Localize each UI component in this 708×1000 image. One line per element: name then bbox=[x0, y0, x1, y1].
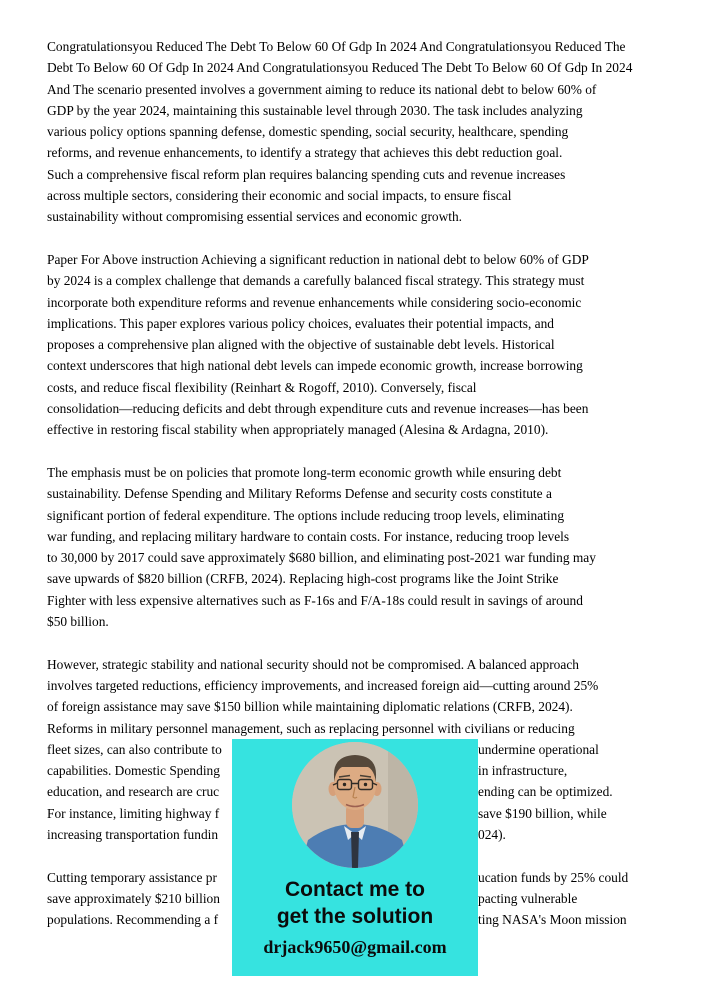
line-text: involves targeted reductions, efficiency improvements, and increased foreign aid—cutting around 25% bbox=[47, 677, 599, 693]
line-text-right: save $190 billion, while bbox=[478, 805, 607, 821]
line-text: Congratulationsyou Reduced The Debt To Below 60 Of Gdp In 2024 And Congratulationsyou Reduced The bbox=[47, 39, 626, 54]
line-text: Debt To Below 60 Of Gdp In 2024 And Congratulationsyou Reduced The Debt To Below 60 Of Gdp In 2024 bbox=[47, 60, 633, 76]
contact-email[interactable]: drjack9650@gmail.com bbox=[263, 937, 447, 957]
line-text-left: increasing transportation fundin bbox=[47, 826, 219, 842]
contact-overlay[interactable] bbox=[232, 739, 478, 976]
text-line bbox=[47, 270, 680, 291]
text-line bbox=[47, 590, 680, 611]
text-line bbox=[47, 164, 680, 185]
line-text: costs, and reduce fiscal flexibility (Reinhart & Rogoff, 2010). Conversely, fiscal bbox=[47, 379, 477, 395]
line-text-right: undermine operational bbox=[478, 741, 599, 757]
text-line bbox=[47, 654, 680, 675]
line-text: And The scenario presented involves a government aiming to reduce its national debt to below 60% of bbox=[47, 81, 597, 97]
line-text: Fighter with less expensive alternatives such as F-16s and F/A-18s could result in savings of around bbox=[47, 592, 583, 608]
line-text: effective in restoring fiscal stability when appropriately managed (Alesina & Ardagna, 2010). bbox=[47, 422, 549, 438]
line-text-right: 024). bbox=[478, 826, 506, 842]
line-text: incorporate both expenditure reforms and revenue enhancements while considering socio-economic bbox=[47, 294, 582, 310]
text-line bbox=[47, 526, 680, 547]
text-line bbox=[47, 419, 680, 440]
text-line bbox=[47, 121, 680, 142]
line-text: consolidation—reducing deficits and debt through expenditure cuts and revenue increases—has been bbox=[47, 401, 589, 417]
line-text-left: For instance, limiting highway f bbox=[47, 805, 220, 821]
person-portrait-icon bbox=[292, 742, 418, 868]
line-text: GDP by the year 2024, maintaining this sustainable level through 2030. The task includes analyzing bbox=[47, 102, 583, 118]
line-text: of foreign assistance may save $150 billion while maintaining diplomatic relations (CRFB, 2024). bbox=[47, 699, 573, 715]
text-line bbox=[47, 718, 680, 739]
text-line bbox=[47, 313, 680, 334]
text-line bbox=[47, 675, 680, 696]
text-line bbox=[47, 462, 680, 483]
line-text-right: ting NASA's Moon mission bbox=[478, 912, 627, 928]
line-text-right: in infrastructure, bbox=[478, 763, 568, 779]
text-line bbox=[47, 185, 680, 206]
line-text-right: ucation funds by 25% could bbox=[478, 869, 629, 885]
text-line bbox=[47, 79, 680, 100]
text-line bbox=[47, 100, 680, 121]
line-text: However, strategic stability and national security should not be compromised. A balanced approach bbox=[47, 656, 579, 672]
text-line bbox=[47, 611, 680, 632]
text-line bbox=[47, 57, 680, 78]
line-text-left: fleet sizes, can also contribute to bbox=[47, 741, 222, 757]
line-text: significant portion of federal expenditure. The options include reducing troop levels, eliminating bbox=[47, 507, 565, 523]
text-line bbox=[47, 249, 680, 270]
line-text: Reforms in military personnel management, such as replacing personnel with civilians or reducing bbox=[47, 720, 575, 736]
text-line bbox=[47, 142, 680, 163]
line-text-left: education, and research are cruc bbox=[47, 784, 220, 800]
paragraph-1 bbox=[47, 36, 680, 228]
contact-message-line1: Contact me to bbox=[284, 878, 425, 901]
line-text: across multiple sectors, considering their economic and social impacts, to ensure fiscal bbox=[47, 188, 512, 204]
text-line bbox=[47, 398, 680, 419]
line-text: proposes a comprehensive plan aligned with the objective of sustainable debt levels. Historical bbox=[47, 337, 555, 353]
text-line bbox=[47, 377, 680, 398]
text-line bbox=[47, 292, 680, 313]
contact-message-line2: get the solution bbox=[276, 905, 434, 928]
line-text: $50 billion. bbox=[47, 614, 109, 630]
line-text-right: ending can be optimized. bbox=[478, 784, 613, 800]
paragraph-2 bbox=[47, 249, 680, 441]
text-line bbox=[47, 483, 680, 504]
text-line bbox=[47, 206, 680, 227]
text-line bbox=[47, 36, 680, 57]
line-text-left: populations. Recommending a f bbox=[47, 912, 219, 928]
text-line bbox=[47, 696, 680, 717]
text-line bbox=[47, 334, 680, 355]
line-text: various policy options spanning defense, domestic spending, social security, healthcare, spending bbox=[47, 124, 569, 140]
line-text: The emphasis must be on policies that promote long-term economic growth while ensuring debt bbox=[47, 464, 562, 480]
line-text: Such a comprehensive fiscal reform plan requires balancing spending cuts and revenue increases bbox=[47, 166, 566, 182]
line-text: context underscores that high national debt levels can impede economic growth, increase borrowing bbox=[47, 358, 583, 374]
line-text: sustainability. Defense Spending and Military Reforms Defense and security costs constitute a bbox=[47, 486, 552, 502]
portrait-photo bbox=[292, 742, 418, 868]
line-text: to 30,000 by 2017 could save approximately $680 billion, and eliminating post-2021 war funding may bbox=[47, 550, 596, 566]
line-text: save upwards of $820 billion (CRFB, 2024). Replacing high-cost programs like the Joint Strike bbox=[47, 571, 559, 587]
line-text-right: pacting vulnerable bbox=[478, 890, 578, 906]
text-line bbox=[47, 547, 680, 568]
line-text: Paper For Above instruction Achieving a significant reduction in national debt to below 60% of GDP bbox=[47, 251, 589, 267]
line-text: by 2024 is a complex challenge that demands a carefully balanced fiscal strategy. This strategy must bbox=[47, 273, 585, 289]
line-text: implications. This paper explores various policy choices, evaluates their potential impacts, and bbox=[47, 315, 554, 331]
line-text: sustainability without compromising essential services and economic growth. bbox=[47, 209, 463, 225]
text-line bbox=[47, 568, 680, 589]
line-text-left: save approximately $210 billion bbox=[47, 890, 220, 906]
text-line bbox=[47, 505, 680, 526]
paragraph-3 bbox=[47, 462, 680, 632]
text-line bbox=[47, 355, 680, 376]
line-text-left: Cutting temporary assistance pr bbox=[47, 869, 217, 885]
line-text: war funding, and replacing military hardware to contain costs. For instance, reducing troop levels bbox=[47, 528, 570, 544]
line-text: reforms, and revenue enhancements, to identify a strategy that achieves this debt reduction goal. bbox=[47, 145, 563, 161]
line-text-left: capabilities. Domestic Spending bbox=[47, 763, 220, 779]
